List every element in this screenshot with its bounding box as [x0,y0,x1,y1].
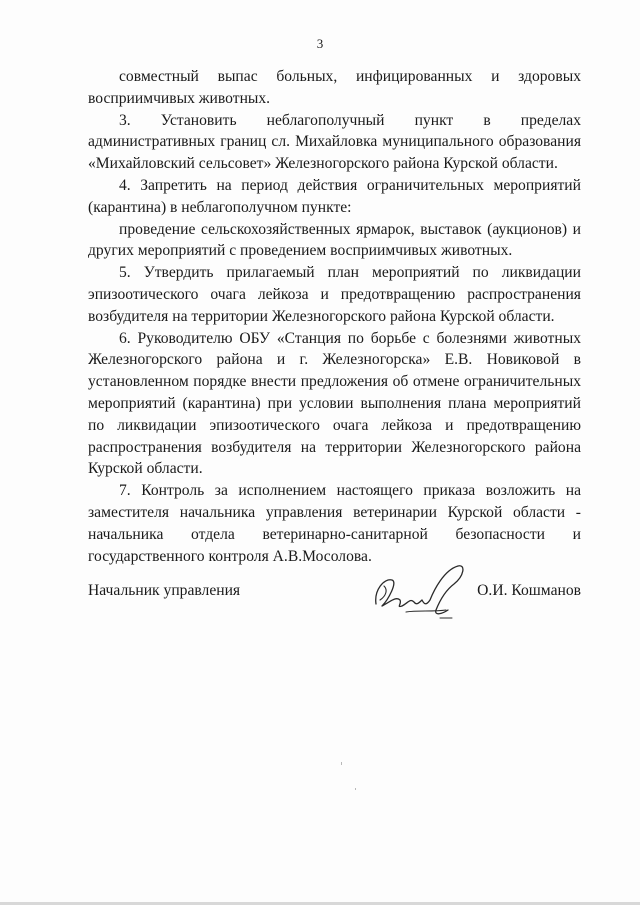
paragraph-item-6: 6. Руководителю ОБУ «Станция по борьбе с болезнями животных Железногорского района и г. Железногорска» Е.В. Новиковой в установленном порядке внести предложения об отмене ограничительных мероприятий (карантина) при условии выполнения плана мероприятий по ликвидации эпизоотического очага лейкоза и предотвращению распространения возбудителя на территории Железногорского района Курской области. [88,329,581,478]
paragraph-item-5: 5. Утвердить прилагаемый план мероприятий по ликвидации эпизоотического очага лейкоза и предотвращению распространения возбудителя на территории Железногорского района Курской области. [88,264,581,325]
paragraph-item-3: 3. Установить неблагополучный пункт в пределах административных границ сл. Михайловка муниципального образования «Михайловский сельсовет» Железногорского района Курской области. [88,111,581,173]
scan-speck [341,762,342,765]
paragraph-item-4: 4. Запретить на период действия ограничительных мероприятий (карантина) в неблагополучном пункте: [88,176,581,216]
scan-speck [355,788,356,790]
signatory-position: Начальник управления [88,582,241,599]
signatory-name: О.И. Кошманов [477,582,581,599]
page-number: 3 [316,36,324,51]
paragraph-item-7: 7. Контроль за исполнением настоящего приказа возложить на заместителя начальника управления ветеринарии Курской области - начальника отдела ветеринарно-санитарной безопасности и государственного контроля А.В.Мосолова. [88,482,581,565]
paragraph-continuation: совместный выпас больных, инфицированных и здоровых восприимчивых животных. [88,68,581,107]
document-body [88,66,581,567]
paragraph-item-4-detail: проведение сельскохозяйственных ярмарок, выставок (аукционов) и других мероприятий с проведением восприимчивых животных. [88,220,581,260]
signature-block [88,582,581,642]
handwritten-signature [366,560,476,622]
